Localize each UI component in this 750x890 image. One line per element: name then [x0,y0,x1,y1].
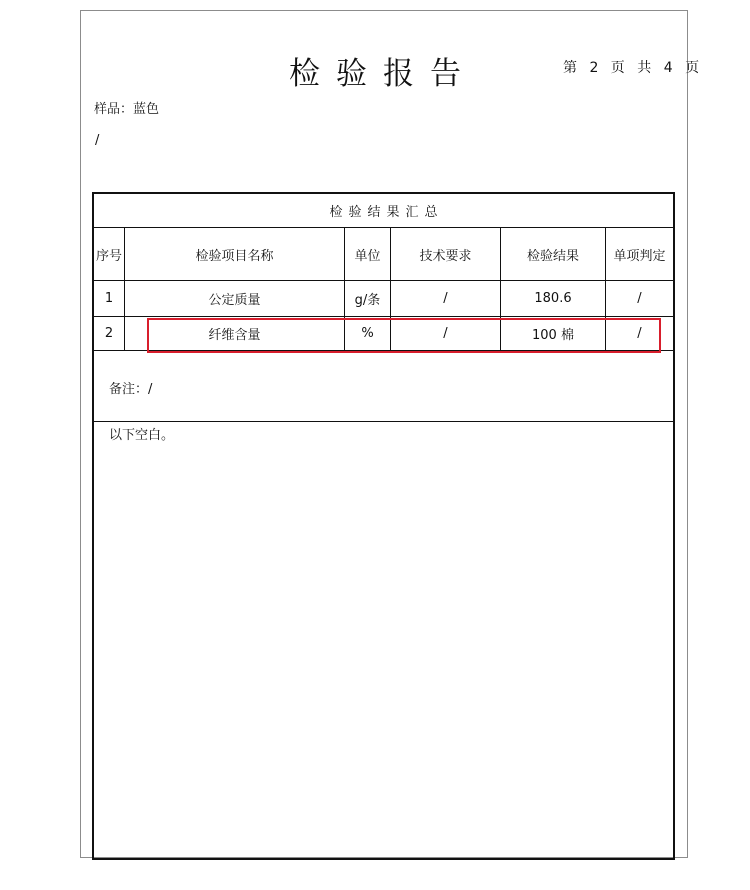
row-1-requirement: / [443,291,448,306]
remarks: 备注：/ [109,382,153,397]
header-judgement: 单项判定 [613,248,666,264]
table-divider [94,350,673,351]
row-1-item-name: 公定质量 [208,293,261,308]
sample-note: / [95,133,100,148]
row-1-judgement: / [637,291,642,306]
sample-label: 样品：蓝色 [94,102,160,117]
row-2-unit: % [361,326,374,341]
table-divider [94,421,673,422]
results-table [92,192,675,860]
blank-note: 以下空白。 [109,428,175,443]
row-2-judgement: / [637,326,642,341]
row-2-result: 100 棉 [532,328,574,343]
row-1-unit: g/条 [354,293,381,308]
page-counter: 第 2 页 共 4 页 [563,60,704,76]
header-result: 检验结果 [526,248,579,264]
row-2-requirement: / [443,326,448,341]
summary-title: 检验结果汇总 [329,205,444,220]
row-1-result: 180.6 [534,291,572,306]
header-requirement: 技术要求 [419,248,472,264]
row-2-item-name: 纤维含量 [208,328,261,343]
report-title: 检验报告 [289,56,477,92]
header-index: 序号 [95,248,122,264]
row-1-index: 1 [104,291,114,306]
header-item-name: 检验项目名称 [195,248,274,264]
header-unit: 单位 [354,248,381,264]
row-2-index: 2 [104,326,114,341]
